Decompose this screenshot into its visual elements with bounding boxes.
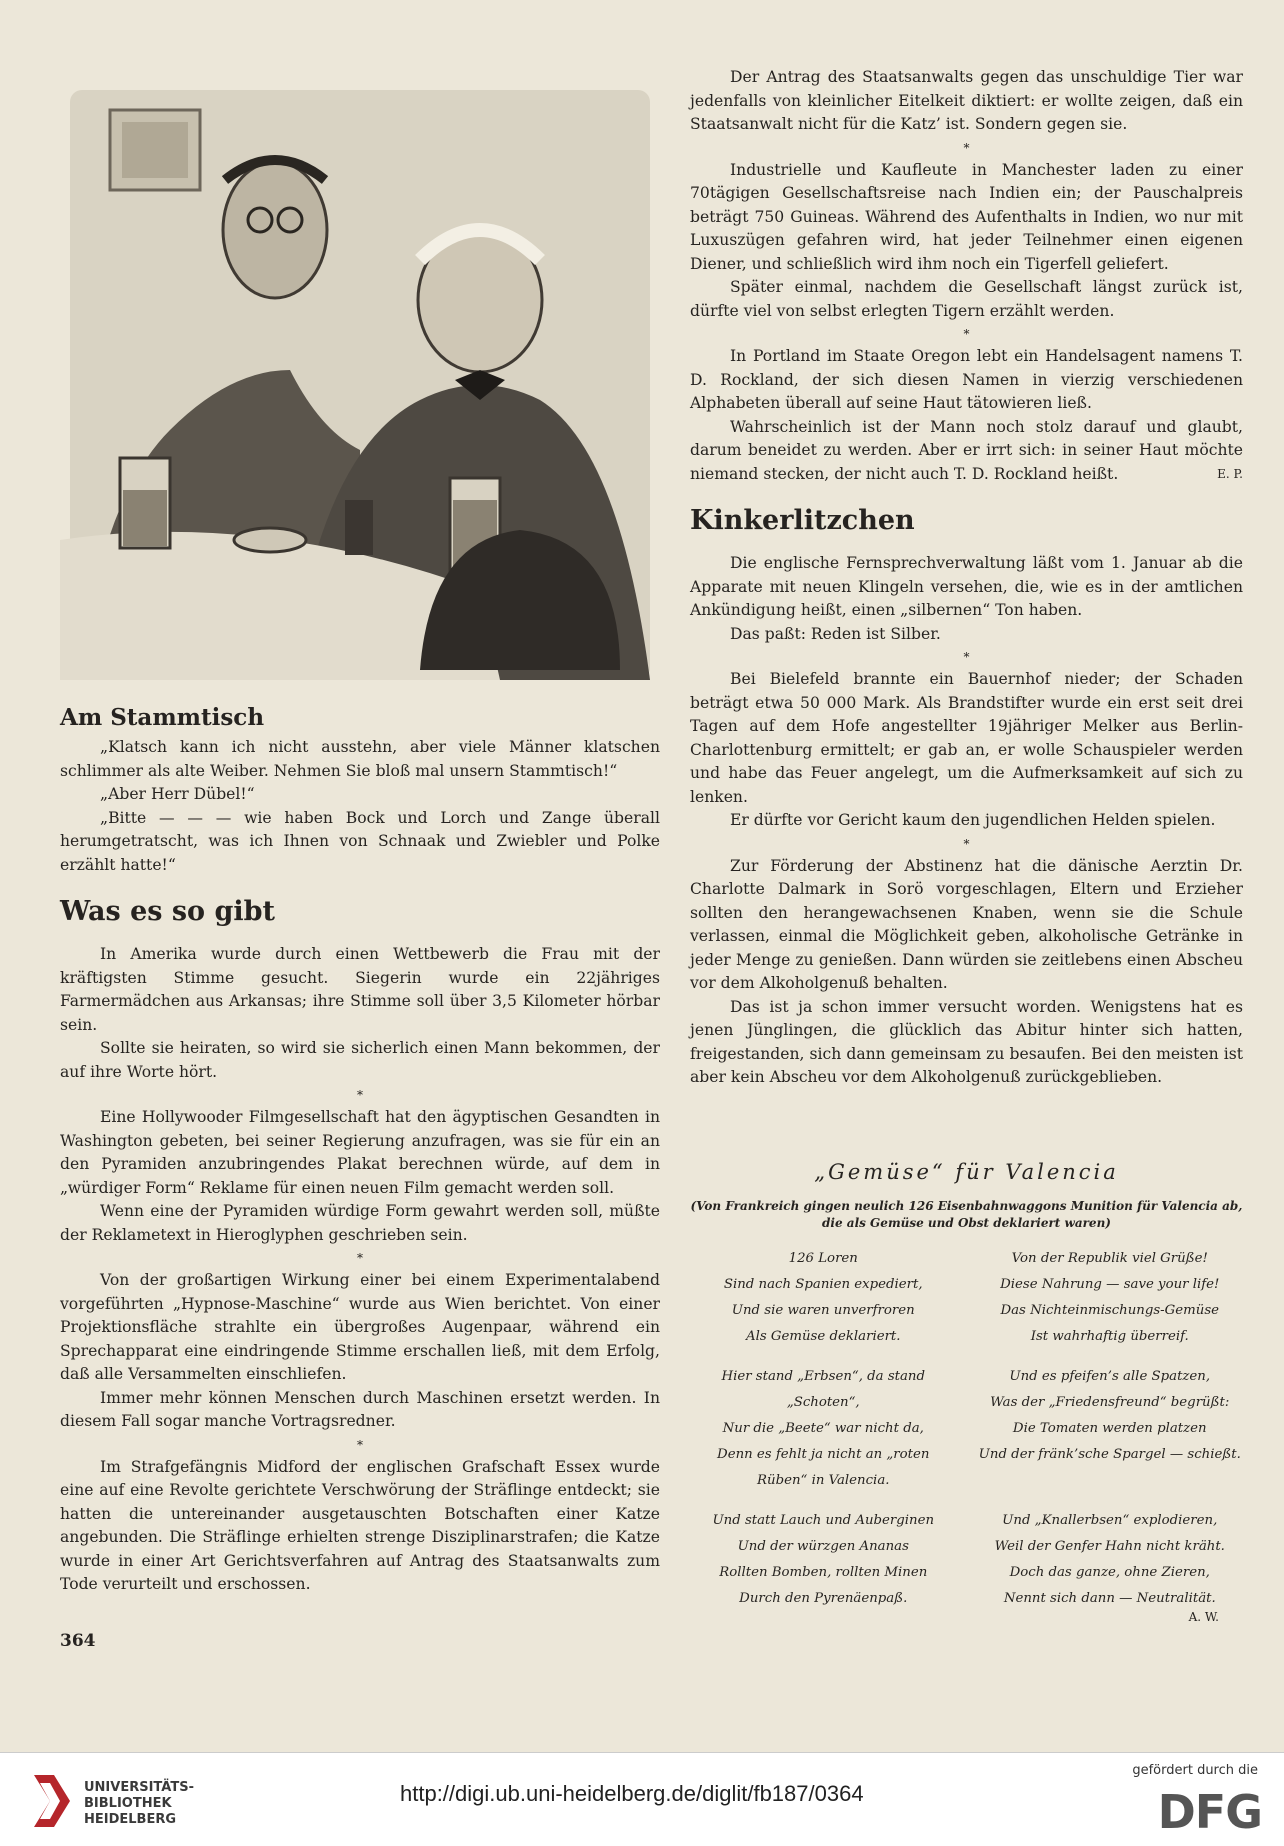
poem-line: Als Gemüse deklariert. xyxy=(745,1329,901,1344)
separator-star: * xyxy=(963,327,970,341)
poem-stanzas xyxy=(690,1246,1243,1612)
poem-line: Doch das ganze, ohne Zieren, xyxy=(1009,1565,1210,1580)
separator-star: * xyxy=(963,650,970,664)
poem-line: Von der Republik viel Grüße! xyxy=(1011,1251,1208,1266)
article-paragraph: Später einmal, nachdem die Gesellschaft längst zurück ist, dürfte viel von selbst erlegten Tigern erzählt werden. xyxy=(690,278,1243,320)
poem-line: Sind nach Spanien expediert, xyxy=(723,1277,923,1292)
poem-line: Und statt Lauch und Auberginen xyxy=(712,1513,935,1528)
poem-line: Und „Knallerbsen“ explodieren, xyxy=(1002,1513,1218,1528)
poem-line: Das Nichteinmischungs-Gemüse xyxy=(1000,1303,1220,1318)
caption-paragraph: „Bitte — — — wie haben Bock und Lorch und Zange überall herumgetratscht, was ich Ihnen von Schnaak und Zwiebler und Polke erzählt hatte!“ xyxy=(60,808,660,874)
poem-subtitle: (Von Frankreich gingen neulich 126 Eisenbahnwaggons Munition für Valencia ab, die als Gemüse und Obst deklariert waren) xyxy=(690,1199,1243,1230)
poem-line: Durch den Pyrenäenpaß. xyxy=(739,1591,908,1606)
funded-by-label: gefördert durch die xyxy=(1132,1763,1258,1778)
caption-title: Am Stammtisch xyxy=(60,704,265,731)
library-name[interactable] xyxy=(84,1780,194,1828)
ub-heidelberg-logo-icon[interactable] xyxy=(30,1771,74,1831)
separator-star: * xyxy=(357,1251,363,1265)
poem-signature: A. W. xyxy=(1188,1610,1219,1624)
separator-star: * xyxy=(963,140,970,155)
caption-paragraph: „Aber Herr Dübel!“ xyxy=(100,785,255,803)
article-paragraph: Er dürfte vor Gericht kaum den jugendlichen Helden spielen. xyxy=(730,811,1216,829)
poem-line: Und der würzgen Ananas xyxy=(737,1539,909,1554)
separator-star: * xyxy=(357,1437,363,1452)
article-paragraph: Von der großartigen Wirkung einer bei einem Experimentalabend vorgeführten „Hypnose-Maschine“ wurde aus Wien berichtet. Von einer Projektionsfläche strahlte ein übergroßes Augenpaar, während ein Sprechapparat eine eindringende Stimme erschallen ließ, mit dem Erfolg, daß alle Versammelten einschliefen. xyxy=(60,1271,660,1383)
article-paragraph xyxy=(690,416,1243,487)
library-name-line: HEIDELBERG xyxy=(84,1812,177,1827)
separator-star: * xyxy=(357,1088,363,1102)
stanza xyxy=(977,1246,1244,1350)
page-number: 364 xyxy=(60,1631,96,1651)
article-paragraph: Die englische Fernsprechverwaltung läßt vom 1. Januar ab die Apparate mit neuen Klingeln versehen, die, wie es in der amtlichen Ankündigung heißt, einen „silbernen“ Ton haben. xyxy=(690,554,1243,619)
poem-line: Hier stand „Erbsen“, da stand „Schoten“, xyxy=(721,1369,925,1410)
poem-box xyxy=(690,1160,1243,1624)
article-text: Wahrscheinlich ist der Mann noch stolz darauf und glaubt, darum beneidet zu werden. Aber er irrt sich: in seiner Haut möchte niemand stecken, der nicht auch T. D. Rockland heißt. xyxy=(690,417,1243,483)
poem-line: Nur die „Beete“ war nicht da, xyxy=(722,1421,924,1436)
article-paragraph: In Amerika wurde durch einen Wettbewerb die Frau mit der kräftigsten Stimme gesucht. Siegerin wurde ein 22jähriges Farmermädchen aus Arkansas; ihre Stimme soll über 3,5 Kilometer hörbar sein. xyxy=(60,945,660,1034)
section-title: Kinkerlitzchen xyxy=(690,505,915,536)
permalink-url[interactable]: http://digi.ub.uni-heidelberg.de/diglit/fb187/0364 xyxy=(400,1781,864,1806)
poem-line: Was der „Friedensfreund“ begrüßt: xyxy=(990,1395,1230,1410)
caption-paragraph: „Klatsch kann ich nicht ausstehn, aber viele Männer klatschen schlimmer als alte Weiber. Nehmen Sie bloß mal unsern Stammtisch!“ xyxy=(60,738,660,780)
library-name-line: UNIVERSITÄTS- xyxy=(84,1780,194,1795)
poem-line: Rollten Bomben, rollten Minen xyxy=(719,1565,928,1580)
poem-title: „Gemüse“ für Valencia xyxy=(814,1160,1119,1184)
article-paragraph: Wenn eine der Pyramiden würdige Form gewahrt werden soll, müßte der Reklametext in Hieroglyphen geschrieben sein. xyxy=(60,1202,660,1244)
article-paragraph: Industrielle und Kaufleute in Manchester laden zu einer 70tägigen Gesellschaftsreise nach Indien ein; der Pauschalpreis beträgt 750 Guineas. Während des Aufenthalts in Indien, wo nur mit Luxuszügen gefahren wird, hat jeder Teilnehmer einen eigenen Diener, und schließlich wird ihm noch ein Tigerfell geliefert. xyxy=(690,160,1243,273)
poem-line: Und sie waren unverfroren xyxy=(731,1303,915,1318)
article-paragraph: Eine Hollywooder Filmgesellschaft hat den ägyptischen Gesandten in Washington gebeten, bei seiner Regierung anzufragen, was sie für ein an den Pyramiden anzubringendes Plakat berechnen würde, auf dem in „würdiger Form“ Reklame für einen neuen Film gemacht werden soll. xyxy=(60,1108,660,1197)
poem-line: 126 Loren xyxy=(788,1251,858,1266)
article-paragraph: Der Antrag des Staatsanwalts gegen das unschuldige Tier war jedenfalls von kleinlicher Eitelkeit diktiert: er wollte zeigen, daß ein Staatsanwalt nicht für die Katz’ ist. Sondern gegen sie. xyxy=(690,68,1243,133)
article-paragraph: Das ist ja schon immer versucht worden. Wenigstens hat es jenen Jünglingen, die glücklich das Abitur hinter sich hatten, freigestanden, sich dann gemeinsam zu besaufen. Bei den meisten ist aber kein Abscheu vor dem Alkoholgenuß zurückgeblieben. xyxy=(690,997,1243,1086)
article-paragraph: Sollte sie heiraten, so wird sie sicherlich einen Mann bekommen, der auf ihre Worte hört. xyxy=(60,1039,660,1081)
poem-line: Die Tomaten werden platzen xyxy=(1012,1421,1207,1436)
stanza xyxy=(977,1364,1244,1494)
poem-line: Denn es fehlt ja nicht an „roten xyxy=(717,1447,930,1462)
stanza xyxy=(977,1508,1244,1612)
article-paragraph: Bei Bielefeld brannte ein Bauernhof nieder; der Schaden beträgt etwa 50 000 Mark. Als Brandstifter wurde ein erst seit drei Tagen auf dem Hofe angestellter 19jähriger Melker aus Berlin-Charlottenburg ermittelt; er gab an, er wolle Schauspieler werden und habe das Feuer angelegt, um die Aufmerksamkeit auf sich zu lenken. xyxy=(690,670,1243,806)
article-paragraph: Immer mehr können Menschen durch Maschinen ersetzt werden. In diesem Fall sogar manche Vortragsredner. xyxy=(60,1388,660,1430)
poem-line: Weil der Genfer Hahn nicht kräht. xyxy=(994,1539,1225,1554)
poem-line: Und der fränk’sche Spargel — schießt. xyxy=(978,1447,1241,1462)
section-title: Was es so gibt xyxy=(60,896,275,927)
poem-line: Diese Nahrung — save your life! xyxy=(1000,1277,1220,1292)
article-paragraph: Im Strafgefängnis Midford der englischen Grafschaft Essex wurde eine auf eine Revolte gerichtete Verschwörung der Sträflinge entdeckt; sie hatten die untereinander ausgetauschten Botschaften einer Katze angebunden. Die Sträflinge erhielten strenge Disziplinarstrafen; die Katze wurde in einer Art Gerichtsverfahren auf Antrag des Staatsanwalts zum Tode verurteilt und erschossen. xyxy=(60,1457,660,1593)
stanza xyxy=(690,1364,957,1494)
viewer-footer xyxy=(0,1752,1284,1846)
poem-line: Ist wahrhaftig überreif. xyxy=(1030,1329,1189,1344)
poem-line: Und es pfeifen’s alle Spatzen, xyxy=(1009,1369,1211,1384)
stammtisch-illustration xyxy=(60,70,660,688)
article-paragraph: In Portland im Staate Oregon lebt ein Handelsagent namens T. D. Rockland, der sich diesen Namen in vierzig verschiedenen Alphabeten überall auf seine Haut tätowieren ließ. xyxy=(690,347,1243,412)
dfg-logo-icon[interactable]: DFG xyxy=(1157,1785,1262,1839)
poem-line: Nennt sich dann — Neutralität. xyxy=(1003,1591,1216,1606)
stanza xyxy=(690,1246,957,1350)
separator-star: * xyxy=(963,836,970,851)
stanza xyxy=(690,1508,957,1612)
article-paragraph: Das paßt: Reden ist Silber. xyxy=(730,624,941,643)
right-column xyxy=(690,66,1243,1090)
left-column xyxy=(60,700,660,1597)
author-initials: E. P. xyxy=(1217,466,1243,481)
library-name-line: BIBLIOTHEK xyxy=(84,1796,172,1811)
poem-line: Rüben“ in Valencia. xyxy=(757,1473,890,1488)
article-paragraph: Zur Förderung der Abstinenz hat die dänische Aerztin Dr. Charlotte Dalmark in Sorö vorgeschlagen, Eltern und Erzieher sollten den herangewachsenen Knaben, wenn sie die Schule verlassen, einmal die Möglichkeit geben, alkoholische Getränke in jeder Menge zu genießen. Dann würden sie zeitlebens einen Abscheu vor dem Alkoholgenuß behalten. xyxy=(690,856,1243,992)
